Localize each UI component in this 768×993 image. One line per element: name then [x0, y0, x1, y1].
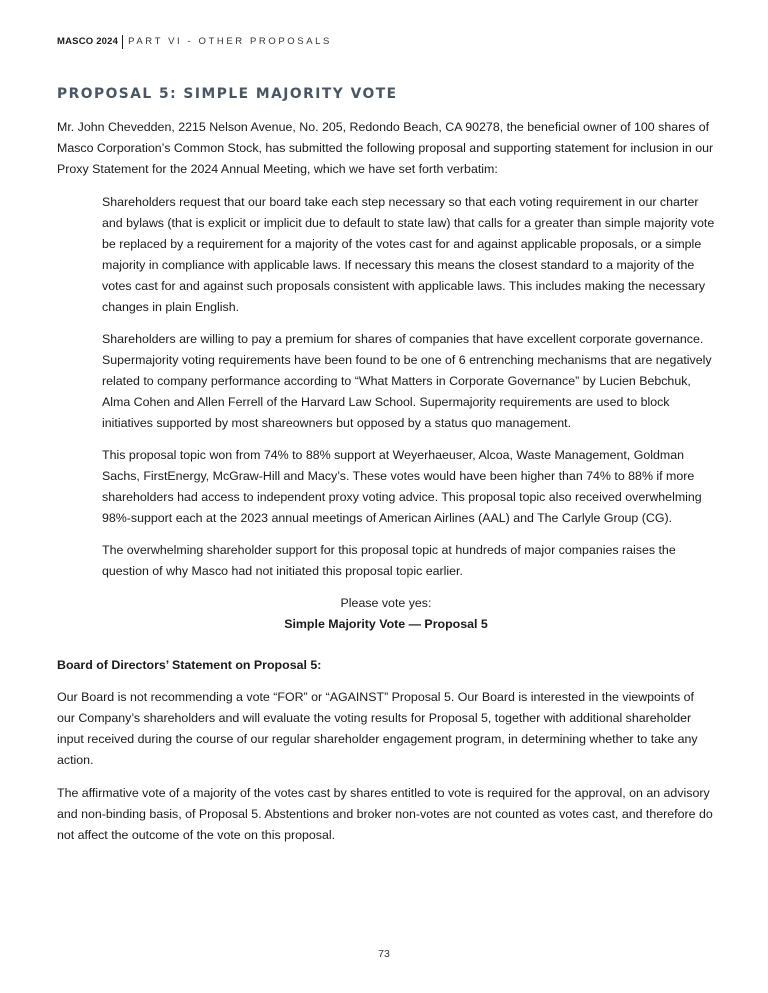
quote-paragraph: This proposal topic won from 74% to 88% support at Weyerhaeuser, Alcoa, Waste Management, Goldman Sachs, FirstEnergy, McGraw-Hill and Macy’s. These votes would have been higher than 74% to 88% if more shareholders had access to independent proxy voting advice. This proposal topic also received overwhelming 98%-support each at the 2023 annual meetings of American Airlines (AAL) and The Carlyle Group (CG).	[102, 448, 702, 525]
intro-paragraph: Mr. John Chevedden, 2215 Nelson Avenue, No. 205, Redondo Beach, CA 90278, the beneficial owner of 100 shares of Masco Corporation’s Common Stock, has submitted the following proposal and supporting statement for inclusion in our Proxy Statement for the 2024 Annual Meeting, which we have set forth verbatim:	[57, 120, 714, 176]
board-paragraph: The affirmative vote of a majority of the votes cast by shares entitled to vote is required for the approval, on an advisory and non-binding basis, of Proposal 5. Abstentions and broker non-votes are not counted as votes cast, and therefore do not affect the outcome of the vote on this proposal.	[57, 786, 713, 842]
quote-paragraph: The overwhelming shareholder support for this proposal topic at hundreds of major companies raises the question of why Masco had not initiated this proposal topic earlier.	[102, 543, 676, 578]
section-name: PART VI - OTHER PROPOSALS	[128, 36, 332, 47]
page-header	[57, 35, 332, 49]
proposal-quote	[102, 192, 715, 582]
quote-paragraph: Shareholders request that our board take each step necessary so that each voting requirement in our charter and bylaws (that is explicit or implicit due to default to state law) that calls for a greater than simple majority vote be replaced by a requirement for a majority of the votes cast for and against applicable proposals, or a simple majority in compliance with applicable laws. If necessary this means the closest standard to a majority of the votes cast for and against such proposals consistent with applicable laws. This includes making the necessary changes in plain English.	[102, 195, 715, 314]
board-statement-heading: Board of Directors’ Statement on Proposal 5:	[57, 658, 322, 672]
company-name: MASCO 2024	[57, 36, 119, 47]
page-number: 73	[378, 948, 390, 960]
document-body	[57, 117, 715, 858]
quote-paragraph: Shareholders are willing to pay a premium for shares of companies that have excellent corporate governance. Supermajority voting requirements have been found to be one of 6 entrenching mechanisms that are negatively related to company performance according to “What Matters in Corporate Governance” by Lucien Bebchuk, Alma Cohen and Allen Ferrell of the Harvard Law School. Supermajority requirements are used to block initiatives supported by most shareowners but opposed by a status quo management.	[102, 332, 712, 430]
vote-title: Simple Majority Vote — Proposal 5	[284, 617, 488, 631]
header-divider	[122, 35, 123, 49]
board-paragraph: Our Board is not recommending a vote “FOR” or “AGAINST” Proposal 5. Our Board is interested in the viewpoints of our Company’s shareholders and will evaluate the voting results for Proposal 5, together with additional shareholder input received during the course of our regular shareholder engagement program, in determining whether to take any action.	[57, 690, 698, 767]
vote-prompt: Please vote yes:	[340, 596, 432, 610]
page-title: PROPOSAL 5: SIMPLE MAJORITY VOTE	[57, 86, 398, 102]
